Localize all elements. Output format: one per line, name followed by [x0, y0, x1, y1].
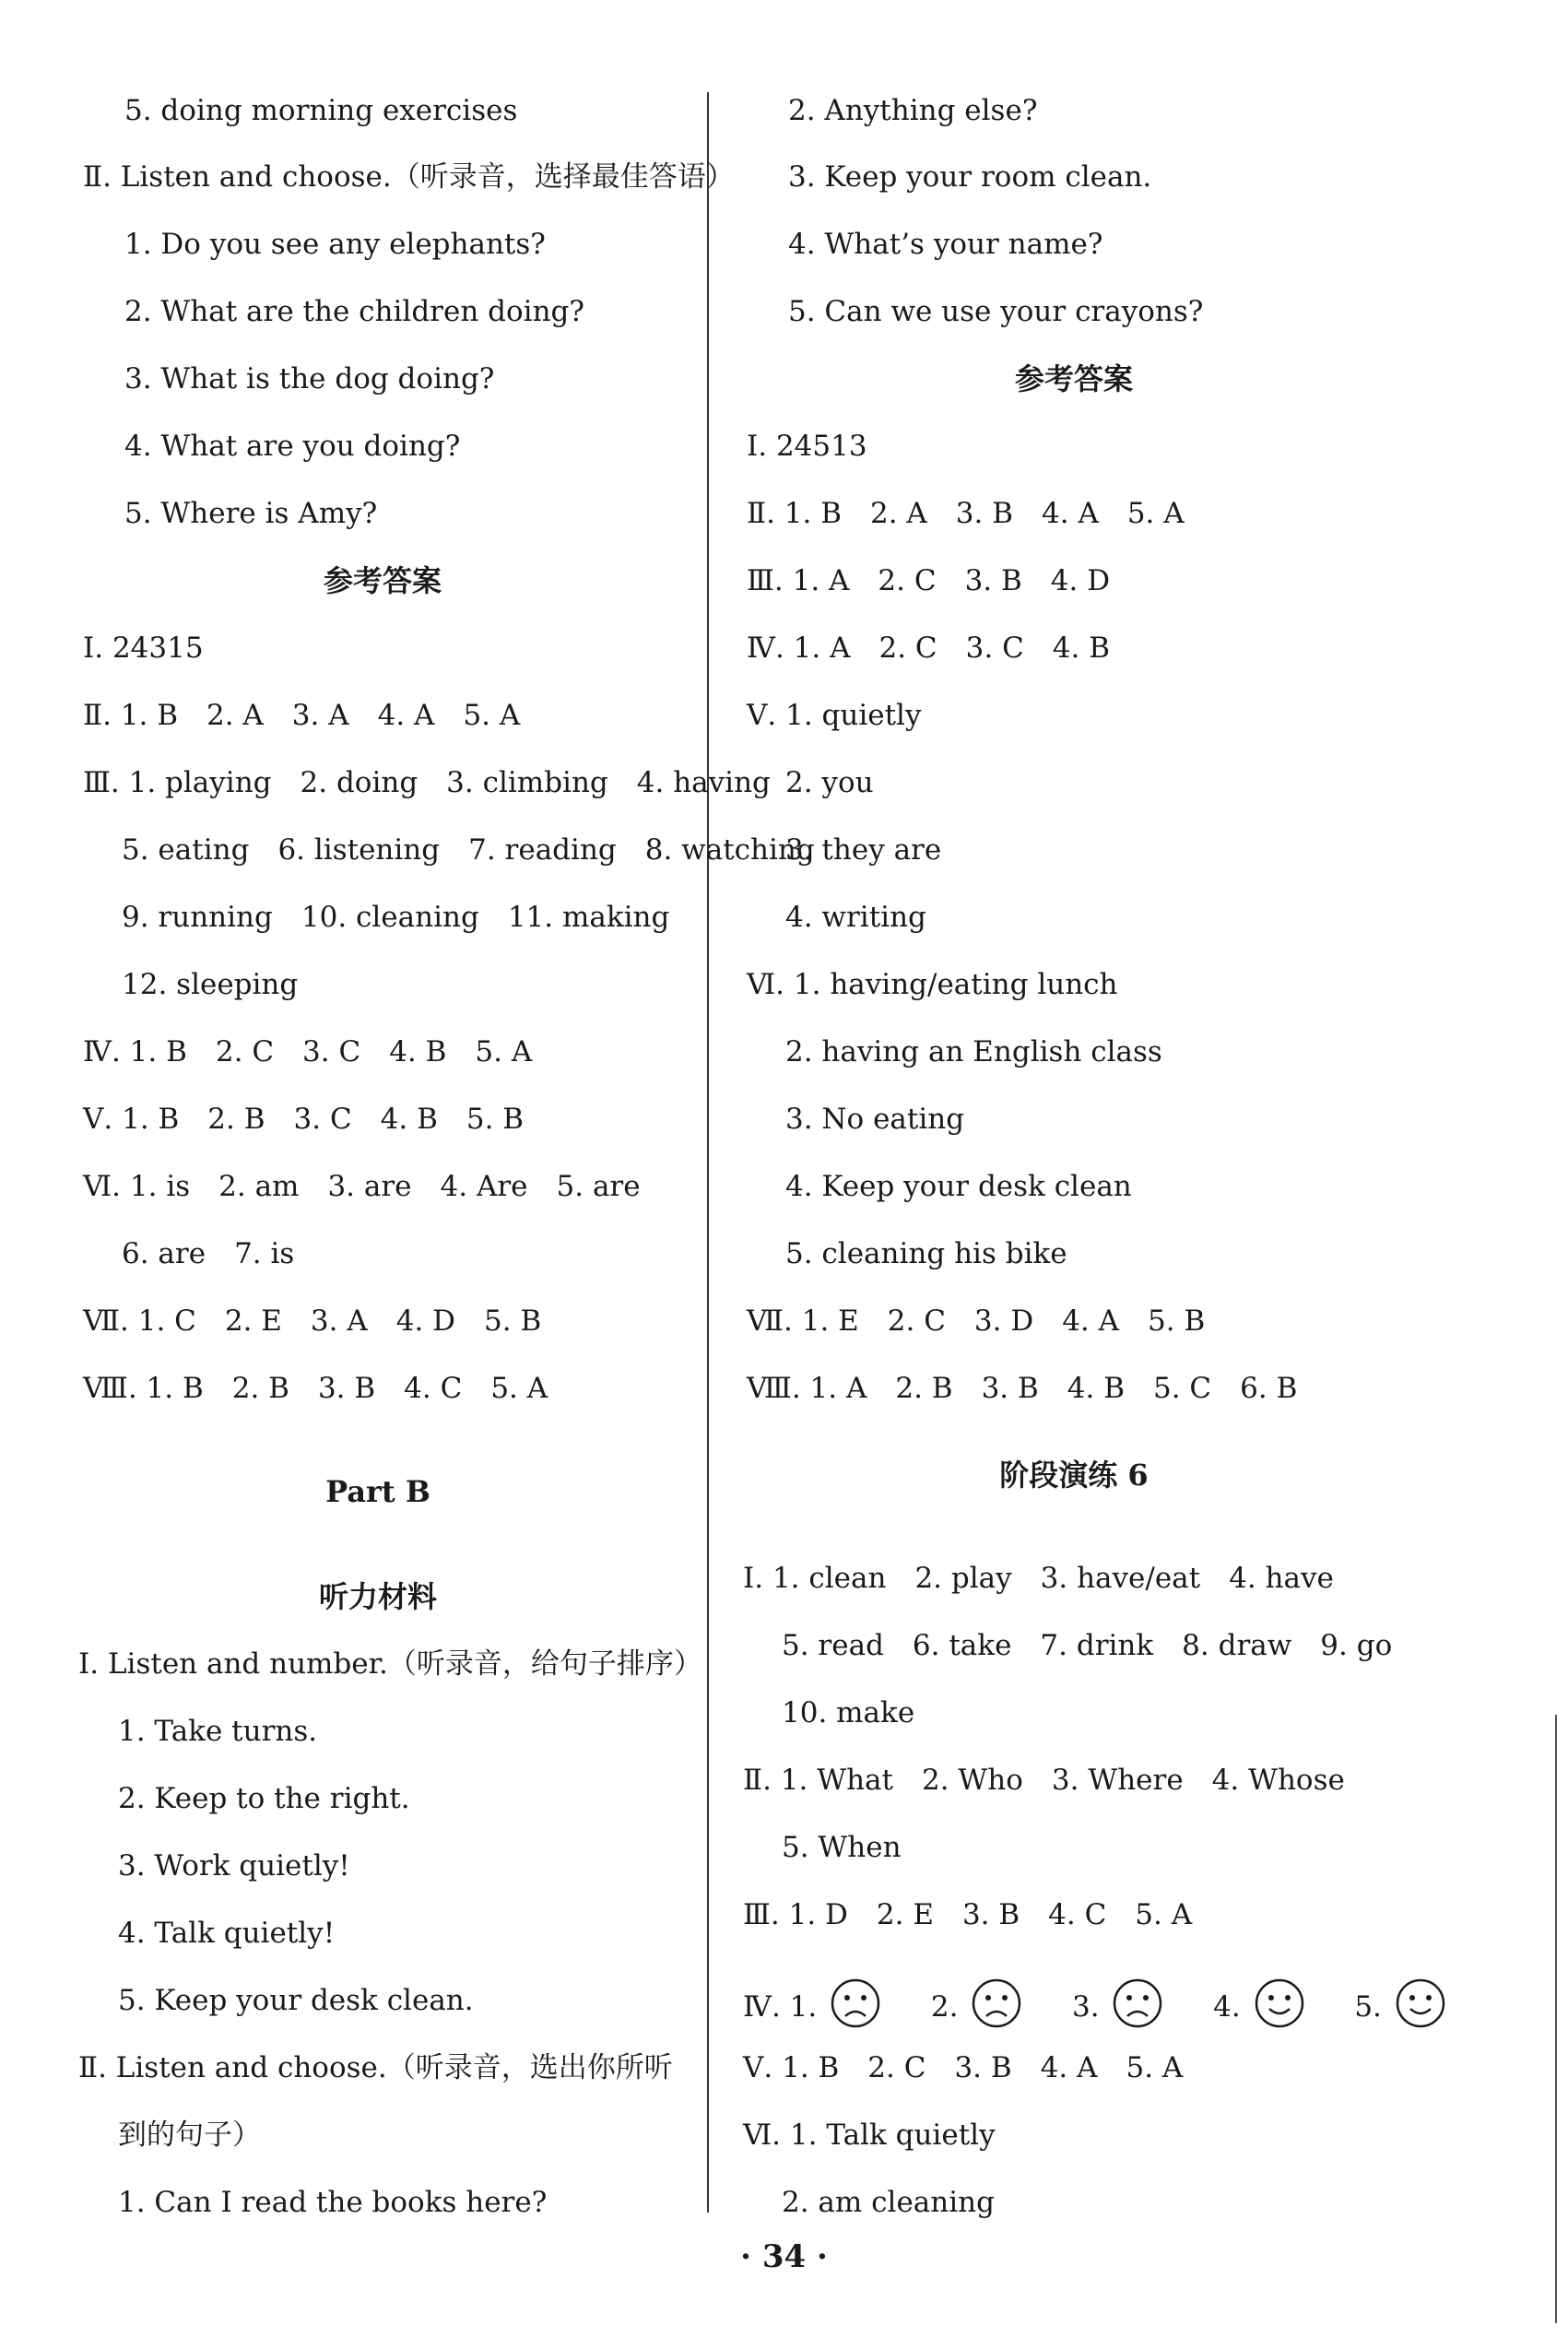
faces-number: 5.	[1354, 1990, 1382, 2024]
answers-heading: 参考答案	[323, 563, 442, 598]
answer-line: 2. you	[785, 766, 874, 799]
answer-line: Ⅷ. 1. B 2. B 3. B 4. C 5. A	[83, 1372, 548, 1405]
answer-line: 3. No eating	[785, 1103, 965, 1136]
answer-line: Ⅴ. 1. B 2. B 3. C 4. B 5. B	[83, 1103, 525, 1136]
listening-material-heading: 听力材料	[318, 1579, 437, 1614]
answer-line: Ⅳ. 1. A 2. C 3. C 4. B	[747, 631, 1111, 665]
answer-line: Ⅴ. 1. B 2. C 3. B 4. A 5. A	[743, 2051, 1184, 2084]
faces-prefix: Ⅳ. 1.	[743, 1990, 818, 2024]
text-line: 1. Do you see any elephants?	[124, 228, 546, 261]
answer-line: 4. Keep your desk clean	[785, 1170, 1132, 1203]
answer-line: Ⅱ. 1. B 2. A 3. A 4. A 5. A	[83, 699, 521, 732]
answer-line: Ⅱ. 1. B 2. A 3. B 4. A 5. A	[747, 497, 1185, 530]
text-line: 1. Can I read the books here?	[118, 2186, 548, 2219]
text-line: 4. What’s your name?	[788, 228, 1103, 261]
answer-line: 5. eating 6. listening 7. reading 8. watching	[122, 833, 815, 867]
text-line: 5. doing morning exercises	[124, 94, 518, 127]
answer-line: Ⅷ. 1. A 2. B 3. B 4. B 5. C 6. B	[747, 1372, 1298, 1405]
text-line: 3. Keep your room clean.	[788, 160, 1152, 194]
text-line: 2. What are the children doing?	[124, 295, 585, 328]
answer-line: Ⅰ. 24315	[83, 631, 204, 665]
answer-line: Ⅲ. 1. playing 2. doing 3. climbing 4. having	[83, 766, 771, 799]
answer-line: 6. are 7. is	[122, 1237, 295, 1270]
answer-line: 2. am cleaning	[782, 2186, 995, 2219]
answer-line: 9. running 10. cleaning 11. making	[122, 901, 670, 934]
answer-line: Ⅰ. 24513	[747, 430, 867, 463]
stage-practice-heading: 阶段演练 6	[999, 1458, 1149, 1493]
answer-line: Ⅴ. 1. quietly	[747, 699, 922, 732]
faces-answer-line	[743, 1977, 1446, 2029]
answer-line: Ⅰ. 1. clean 2. play 3. have/eat 4. have	[743, 1562, 1334, 1595]
answer-line: Ⅳ. 1. B 2. C 3. C 4. B 5. A	[83, 1035, 533, 1068]
page-number: · 34 ·	[740, 2238, 828, 2275]
smiley-face-icon	[1254, 1977, 1305, 2029]
smiley-face-icon	[1395, 1977, 1446, 2029]
answer-line: 10. make	[782, 1696, 915, 1729]
text-line: 到的句子）	[118, 2119, 261, 2152]
sad-face-icon	[1112, 1977, 1163, 2029]
page-edge-line	[1555, 1715, 1557, 2323]
answer-line: Ⅵ. 1. Talk quietly	[743, 2119, 996, 2152]
text-line: 4. What are you doing?	[124, 430, 461, 463]
text-line: 3. Work quietly!	[118, 1849, 350, 1883]
text-line: 5. Can we use your crayons?	[788, 295, 1204, 328]
answer-line: Ⅶ. 1. E 2. C 3. D 4. A 5. B	[747, 1304, 1206, 1338]
part-heading: Part B	[325, 1474, 430, 1509]
section-heading: Ⅱ. Listen and choose.（听录音，选择最佳答语）	[83, 160, 735, 194]
answer-line: 12. sleeping	[122, 968, 299, 1001]
text-line: 1. Take turns.	[118, 1715, 318, 1748]
faces-number: 2.	[930, 1990, 959, 2024]
answer-line: 5. cleaning his bike	[785, 1237, 1067, 1270]
answer-line: 4. writing	[785, 901, 926, 934]
answer-line: Ⅵ. 1. having/eating lunch	[747, 968, 1118, 1001]
section-heading: Ⅱ. Listen and choose.（听录音，选出你所听	[78, 2051, 673, 2084]
column-divider	[707, 92, 709, 2213]
answer-line: Ⅵ. 1. is 2. am 3. are 4. Are 5. are	[83, 1170, 641, 1203]
text-line: 2. Anything else?	[788, 94, 1038, 127]
text-line: 3. What is the dog doing?	[124, 362, 495, 395]
text-line: 5. Where is Amy?	[124, 497, 378, 530]
text-line: 5. Keep your desk clean.	[118, 1984, 474, 2017]
sad-face-icon	[830, 1977, 881, 2029]
answer-line: Ⅲ. 1. A 2. C 3. B 4. D	[747, 564, 1111, 597]
faces-number: 3.	[1072, 1990, 1100, 2024]
section-heading: Ⅰ. Listen and number.（听录音，给句子排序）	[78, 1647, 702, 1681]
answer-line: 2. having an English class	[785, 1035, 1162, 1068]
answer-line: Ⅱ. 1. What 2. Who 3. Where 4. Whose	[743, 1764, 1345, 1797]
answer-line: 5. read 6. take 7. drink 8. draw 9. go	[782, 1629, 1393, 1662]
text-line: 2. Keep to the right.	[118, 1782, 410, 1815]
sad-face-icon	[971, 1977, 1022, 2029]
answer-line: Ⅶ. 1. C 2. E 3. A 4. D 5. B	[83, 1304, 542, 1338]
answer-line: 3. they are	[785, 833, 942, 867]
answers-heading: 参考答案	[1014, 361, 1133, 396]
text-line: 4. Talk quietly!	[118, 1917, 336, 1950]
answer-line: 5. When	[782, 1831, 902, 1864]
faces-number: 4.	[1213, 1990, 1241, 2024]
answer-line: Ⅲ. 1. D 2. E 3. B 4. C 5. A	[743, 1898, 1193, 1931]
